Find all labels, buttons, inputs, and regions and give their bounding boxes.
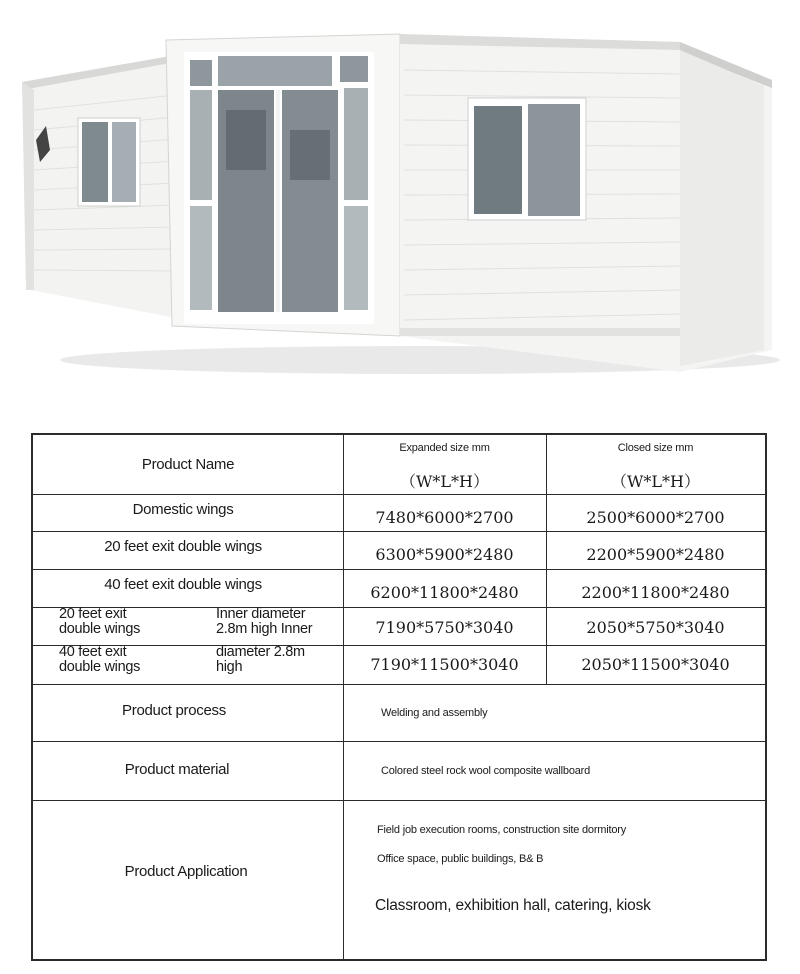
row-20ft-expanded: 6300*5900*2480: [375, 544, 514, 564]
split-row-2-note-line1: diameter 2.8m: [216, 644, 305, 660]
header-product-name: Product Name: [141, 455, 235, 473]
header-expanded-units: （W*L*H）: [399, 471, 490, 491]
row-domestic-name: Domestic wings: [132, 500, 234, 518]
split-row-2-note: [216, 645, 346, 683]
row-domestic-expanded: 7480*6000*2700: [375, 507, 514, 527]
application-label: Product Application: [124, 862, 248, 880]
split-row-2-name-line1: 40 feet exit: [59, 644, 127, 660]
header-closed-units: （W*L*H）: [610, 471, 701, 491]
product-photo: [0, 0, 800, 420]
process-label: Product process: [122, 701, 226, 719]
application-line-3: Classroom, exhibition hall, catering, kiosk: [375, 897, 651, 914]
split-row-1-note-line1: Inner diameter: [216, 606, 306, 622]
left-wing: [22, 55, 176, 318]
spec-table: [31, 433, 767, 961]
row-40ft-closed: 2200*11800*2480: [581, 582, 730, 602]
split-row-1-name: [59, 607, 219, 645]
split-row-2-closed: 2050*11500*3040: [581, 654, 730, 674]
split-row-1-name-line2: double wings: [59, 621, 141, 637]
split-row-2-expanded: 7190*11500*3040: [370, 654, 519, 674]
split-row-2-name: [59, 645, 219, 683]
row-40ft-name: 40 feet exit double wings: [104, 575, 262, 593]
split-row-2-name-line2: double wings: [59, 659, 141, 675]
split-row-1-note: [216, 607, 346, 645]
center-glazed-frame: [166, 34, 400, 336]
process-value: Welding and assembly: [381, 707, 488, 719]
split-row-1-note-line2: 2.8m high Inner: [216, 621, 313, 637]
split-row-1-closed: 2050*5750*3040: [586, 617, 725, 637]
row-40ft-expanded: 6200*11800*2480: [370, 582, 519, 602]
row-20ft-closed: 2200*5900*2480: [586, 544, 725, 564]
right-wing: [400, 34, 772, 372]
application-line-2: Office space, public buildings, B& B: [377, 853, 544, 865]
split-row-1-name-line1: 20 feet exit: [59, 606, 127, 622]
material-label: Product material: [124, 760, 230, 778]
header-expanded-caption: Expanded size mm: [399, 442, 490, 454]
row-domestic-closed: 2500*6000*2700: [586, 507, 725, 527]
material-value: Colored steel rock wool composite wallboard: [381, 765, 591, 777]
header-closed-caption: Closed size mm: [617, 442, 694, 454]
application-line-1: Field job execution rooms, construction site dormitory: [377, 824, 627, 836]
split-row-2-note-line2: high: [216, 659, 243, 675]
split-row-1-expanded: 7190*5750*3040: [375, 617, 514, 637]
row-20ft-name: 20 feet exit double wings: [104, 537, 262, 555]
